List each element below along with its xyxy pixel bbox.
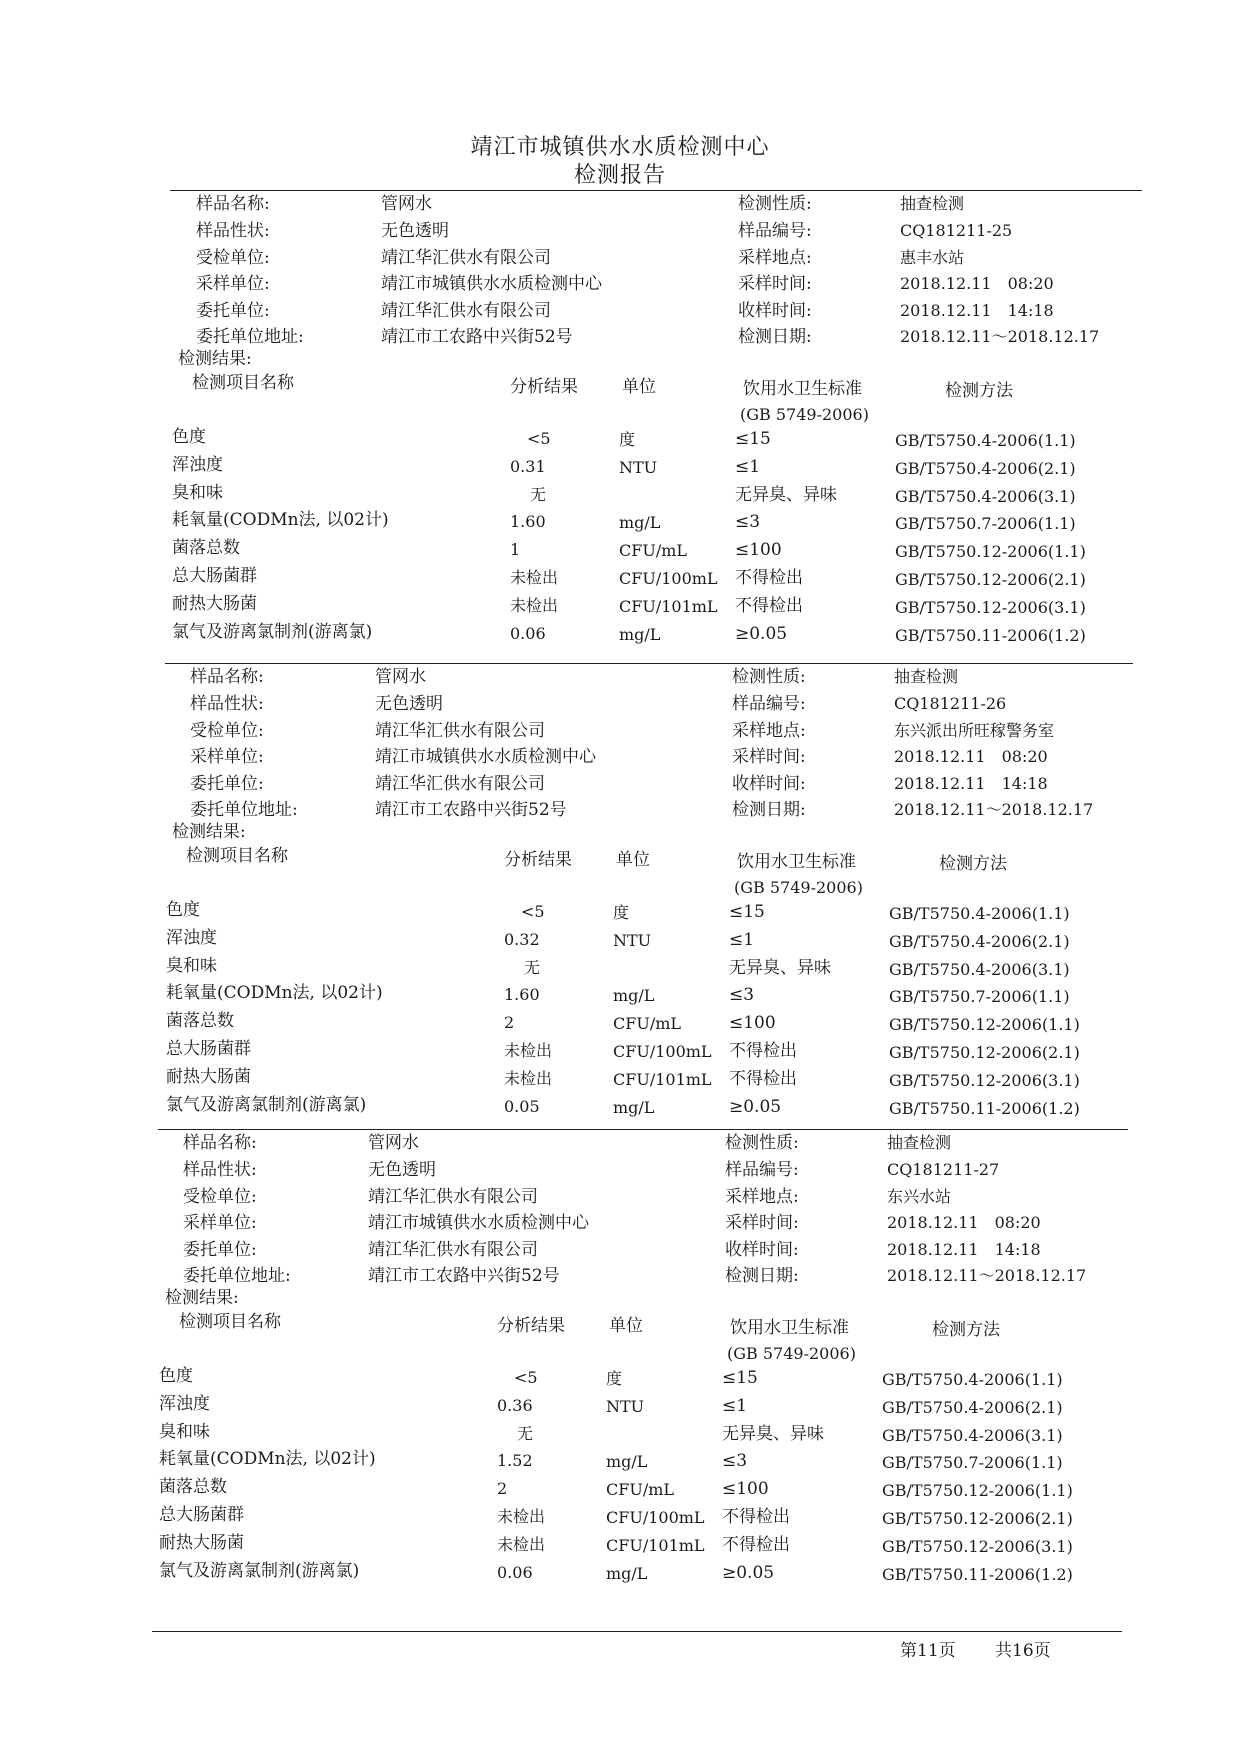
entrusting-address-value: 靖江市工农路中兴街52号 xyxy=(375,800,567,820)
item-result: 0.06 xyxy=(510,623,546,643)
sample-property-label: 样品性状: xyxy=(190,694,264,714)
col-standard-header: 饮用水卫生标准 xyxy=(737,852,856,872)
item-standard: 不得检出 xyxy=(722,1507,790,1527)
sample-section-3 xyxy=(157,1131,1240,1601)
sample-no-value: CQ181211-26 xyxy=(894,694,1007,713)
item-result: 0.06 xyxy=(497,1562,533,1582)
results-heading: 检测结果: xyxy=(178,349,252,369)
test-date-value: 2018.12.11～2018.12.17 xyxy=(887,1266,1087,1285)
test-date-label: 检测日期: xyxy=(725,1266,799,1286)
entrusting-address-value: 靖江市工农路中兴街52号 xyxy=(368,1266,560,1286)
col-item-header: 检测项目名称 xyxy=(192,373,294,393)
item-unit: CFU/mL xyxy=(613,1014,682,1034)
col-method-header: 检测方法 xyxy=(945,381,1013,401)
table-row xyxy=(170,483,1170,507)
test-nature-value: 抽查检测 xyxy=(894,667,959,686)
table-row xyxy=(170,622,1170,646)
table-row xyxy=(164,900,1164,924)
item-method: GB/T5750.4-2006(2.1) xyxy=(889,931,1070,951)
entrusting-address-value: 靖江市工农路中兴街52号 xyxy=(381,327,573,347)
item-name: 浑浊度 xyxy=(159,1393,210,1414)
entrusting-address-label: 委托单位地址: xyxy=(190,800,298,820)
test-nature-label: 检测性质: xyxy=(738,194,812,214)
sample-no-value: CQ181211-27 xyxy=(887,1160,1000,1179)
item-result: 0.36 xyxy=(497,1395,533,1415)
item-name: 耗氧量(CODMn法, 以02计) xyxy=(166,983,383,1004)
sample-property-label: 样品性状: xyxy=(196,221,270,241)
col-unit-header: 单位 xyxy=(622,377,656,397)
item-standard: 不得检出 xyxy=(729,1041,797,1061)
page-total: 共16页 xyxy=(995,1641,1051,1661)
item-name: 氯气及游离氯制剂(游离氯) xyxy=(166,1094,367,1115)
entrusting-unit-label: 委托单位: xyxy=(183,1240,257,1260)
item-unit: mg/L xyxy=(613,1097,655,1117)
item-unit: NTU xyxy=(619,457,658,477)
col-result-header: 分析结果 xyxy=(497,1316,565,1336)
receiving-time-value: 2018.12.11 14:18 xyxy=(894,774,1048,793)
sampling-unit-label: 采样单位: xyxy=(190,747,264,767)
page-number: 第11页 xyxy=(900,1641,956,1661)
table-row xyxy=(164,1067,1164,1091)
item-name: 总大肠菌群 xyxy=(159,1505,244,1525)
sampling-unit-label: 采样单位: xyxy=(183,1213,257,1233)
item-standard: ≤3 xyxy=(729,985,755,1006)
sample-no-label: 样品编号: xyxy=(725,1160,799,1180)
item-name: 耐热大肠菌 xyxy=(159,1532,244,1553)
sampling-time-label: 采样时间: xyxy=(732,747,806,767)
col-standard-code: (GB 5749-2006) xyxy=(734,878,863,897)
entrusting-unit-label: 委托单位: xyxy=(190,774,264,794)
receiving-time-label: 收样时间: xyxy=(732,774,806,794)
sampling-site-label: 采样地点: xyxy=(732,721,806,741)
table-row xyxy=(170,594,1170,618)
item-name: 臭和味 xyxy=(166,955,217,976)
test-nature-value: 抽查检测 xyxy=(887,1133,952,1152)
table-row xyxy=(164,928,1164,952)
item-unit: CFU/mL xyxy=(606,1480,675,1500)
item-method: GB/T5750.12-2006(3.1) xyxy=(882,1536,1073,1556)
item-unit: mg/L xyxy=(606,1563,648,1583)
item-unit: NTU xyxy=(606,1396,645,1416)
item-result: 无 xyxy=(524,957,541,977)
inspected-unit-label: 受检单位: xyxy=(190,721,264,741)
item-unit: mg/L xyxy=(613,986,655,1006)
item-method: GB/T5750.12-2006(2.1) xyxy=(882,1509,1073,1528)
item-name: 耐热大肠菌 xyxy=(172,593,257,614)
item-standard: ≤1 xyxy=(735,456,761,477)
item-unit: CFU/100mL xyxy=(613,1042,712,1061)
item-standard: ≤1 xyxy=(722,1395,748,1416)
item-standard: 不得检出 xyxy=(735,568,803,588)
col-standard-header: 饮用水卫生标准 xyxy=(730,1318,849,1338)
item-result: 未检出 xyxy=(504,1041,553,1060)
sampling-unit-value: 靖江市城镇供水水质检测中心 xyxy=(368,1213,589,1233)
item-standard: 不得检出 xyxy=(729,1068,797,1089)
table-row xyxy=(164,1011,1164,1035)
item-result: 1.52 xyxy=(497,1451,533,1471)
item-method: GB/T5750.4-2006(1.1) xyxy=(895,431,1076,450)
item-method: GB/T5750.12-2006(1.1) xyxy=(895,542,1086,562)
item-result: <5 xyxy=(514,1368,538,1387)
sampling-time-label: 采样时间: xyxy=(738,274,812,294)
inspected-unit-value: 靖江华汇供水有限公司 xyxy=(375,721,545,741)
entrusting-unit-label: 委托单位: xyxy=(196,301,270,321)
sampling-time-value: 2018.12.11 08:20 xyxy=(887,1213,1041,1232)
item-unit: NTU xyxy=(613,930,652,950)
col-result-header: 分析结果 xyxy=(504,850,572,870)
sample-section-2 xyxy=(164,665,1240,1135)
sampling-time-value: 2018.12.11 08:20 xyxy=(894,747,1048,766)
item-result: 无 xyxy=(530,484,547,504)
item-unit: CFU/100mL xyxy=(606,1508,705,1527)
sample-name-label: 样品名称: xyxy=(196,194,270,214)
table-row xyxy=(170,538,1170,562)
test-date-label: 检测日期: xyxy=(732,800,806,820)
item-method: GB/T5750.11-2006(1.2) xyxy=(882,1564,1073,1584)
sample-no-label: 样品编号: xyxy=(732,694,806,714)
table-row xyxy=(157,1561,1157,1585)
item-name: 浑浊度 xyxy=(166,927,217,948)
item-unit: CFU/101mL xyxy=(619,596,718,616)
item-method: GB/T5750.4-2006(2.1) xyxy=(882,1397,1063,1417)
sampling-site-value: 东兴水站 xyxy=(887,1187,952,1206)
item-result: <5 xyxy=(521,902,545,921)
item-standard: 不得检出 xyxy=(735,595,803,616)
sampling-site-label: 采样地点: xyxy=(738,248,812,268)
item-method: GB/T5750.7-2006(1.1) xyxy=(895,514,1076,534)
item-unit: CFU/mL xyxy=(619,541,688,561)
sample-name-label: 样品名称: xyxy=(183,1133,257,1153)
inspected-unit-label: 受检单位: xyxy=(183,1187,257,1207)
receiving-time-label: 收样时间: xyxy=(738,301,812,321)
table-row xyxy=(157,1477,1157,1501)
item-standard: ≤1 xyxy=(729,929,755,950)
item-standard: ≤15 xyxy=(729,902,765,922)
table-row xyxy=(157,1505,1157,1529)
test-date-value: 2018.12.11～2018.12.17 xyxy=(900,327,1100,346)
receiving-time-label: 收样时间: xyxy=(725,1240,799,1260)
item-result: 2 xyxy=(497,1479,508,1499)
col-method-header: 检测方法 xyxy=(932,1320,1000,1340)
item-unit: mg/L xyxy=(619,624,661,644)
item-method: GB/T5750.4-2006(3.1) xyxy=(889,959,1070,979)
entrusting-unit-value: 靖江华汇供水有限公司 xyxy=(381,301,551,321)
item-method: GB/T5750.7-2006(1.1) xyxy=(889,987,1070,1007)
entrusting-unit-value: 靖江华汇供水有限公司 xyxy=(368,1240,538,1260)
item-unit: mg/L xyxy=(619,513,661,533)
item-name: 总大肠菌群 xyxy=(172,566,257,586)
table-row xyxy=(157,1449,1157,1473)
section-divider xyxy=(165,663,1133,664)
col-item-header: 检测项目名称 xyxy=(186,846,288,866)
item-unit: 度 xyxy=(606,1369,623,1388)
item-standard: ≥0.05 xyxy=(722,1562,775,1583)
col-standard-code: (GB 5749-2006) xyxy=(740,405,869,424)
table-row xyxy=(157,1533,1157,1557)
item-method: GB/T5750.11-2006(1.2) xyxy=(895,625,1086,645)
sampling-unit-label: 采样单位: xyxy=(196,274,270,294)
test-nature-value: 抽查检测 xyxy=(900,194,965,213)
item-unit: CFU/101mL xyxy=(606,1535,705,1555)
inspected-unit-label: 受检单位: xyxy=(196,248,270,268)
item-standard: ≥0.05 xyxy=(735,623,788,644)
table-row xyxy=(164,983,1164,1007)
report-title: 靖江市城镇供水水质检测中心 xyxy=(470,135,770,160)
item-method: GB/T5750.4-2006(2.1) xyxy=(895,458,1076,478)
sampling-site-value: 东兴派出所旺稼警务室 xyxy=(894,721,1055,740)
sampling-site-label: 采样地点: xyxy=(725,1187,799,1207)
table-row xyxy=(170,427,1170,451)
item-result: 未检出 xyxy=(510,595,559,615)
item-method: GB/T5750.12-2006(3.1) xyxy=(895,597,1086,617)
item-result: 未检出 xyxy=(497,1534,546,1554)
sampling-site-value: 惠丰水站 xyxy=(900,248,965,267)
item-name: 总大肠菌群 xyxy=(166,1039,251,1059)
table-row xyxy=(170,566,1170,590)
item-result: 0.31 xyxy=(510,456,546,476)
item-result: 1 xyxy=(510,540,521,560)
receiving-time-value: 2018.12.11 14:18 xyxy=(900,301,1054,320)
item-name: 浑浊度 xyxy=(172,454,223,475)
item-standard: 无异臭、异味 xyxy=(729,957,831,978)
item-standard: ≤3 xyxy=(735,512,761,533)
sampling-unit-value: 靖江市城镇供水水质检测中心 xyxy=(381,274,602,294)
sample-property-value: 无色透明 xyxy=(381,221,449,241)
sampling-time-value: 2018.12.11 08:20 xyxy=(900,274,1054,293)
item-method: GB/T5750.11-2006(1.2) xyxy=(889,1098,1080,1118)
item-standard: 无异臭、异味 xyxy=(735,484,837,505)
sampling-unit-value: 靖江市城镇供水水质检测中心 xyxy=(375,747,596,767)
item-standard: ≤15 xyxy=(735,429,771,449)
inspected-unit-value: 靖江华汇供水有限公司 xyxy=(368,1187,538,1207)
table-row xyxy=(164,1095,1164,1119)
sample-property-value: 无色透明 xyxy=(375,694,443,714)
table-row xyxy=(157,1366,1157,1390)
table-row xyxy=(164,956,1164,980)
item-method: GB/T5750.4-2006(3.1) xyxy=(895,486,1076,506)
item-standard: 不得检出 xyxy=(722,1534,790,1555)
section-divider xyxy=(170,190,1142,191)
sample-section-1 xyxy=(170,192,1240,662)
test-date-value: 2018.12.11～2018.12.17 xyxy=(894,800,1094,819)
col-item-header: 检测项目名称 xyxy=(179,1312,281,1332)
entrusting-address-label: 委托单位地址: xyxy=(196,327,304,347)
item-method: GB/T5750.12-2006(1.1) xyxy=(882,1481,1073,1501)
table-row xyxy=(170,455,1170,479)
test-nature-label: 检测性质: xyxy=(725,1133,799,1153)
item-result: 无 xyxy=(517,1423,534,1443)
item-standard: ≤15 xyxy=(722,1368,758,1388)
table-row xyxy=(157,1422,1157,1446)
item-result: 未检出 xyxy=(504,1068,553,1088)
item-name: 菌落总数 xyxy=(166,1011,234,1032)
item-method: GB/T5750.7-2006(1.1) xyxy=(882,1453,1063,1473)
item-result: 2 xyxy=(504,1013,515,1033)
item-unit: CFU/100mL xyxy=(619,569,718,588)
item-result: 0.05 xyxy=(504,1096,540,1116)
item-unit: mg/L xyxy=(606,1452,648,1472)
col-method-header: 检测方法 xyxy=(939,854,1007,874)
item-result: 0.32 xyxy=(504,929,540,949)
item-name: 氯气及游离氯制剂(游离氯) xyxy=(159,1560,360,1581)
item-name: 菌落总数 xyxy=(172,538,240,559)
item-name: 耗氧量(CODMn法, 以02计) xyxy=(159,1449,376,1470)
item-name: 菌落总数 xyxy=(159,1477,227,1498)
item-name: 氯气及游离氯制剂(游离氯) xyxy=(172,621,373,642)
item-result: 未检出 xyxy=(497,1507,546,1526)
receiving-time-value: 2018.12.11 14:18 xyxy=(887,1240,1041,1259)
table-row xyxy=(170,510,1170,534)
test-nature-label: 检测性质: xyxy=(732,667,806,687)
bottom-rule xyxy=(152,1631,1122,1632)
inspected-unit-value: 靖江华汇供水有限公司 xyxy=(381,248,551,268)
item-method: GB/T5750.12-2006(2.1) xyxy=(895,570,1086,589)
sample-property-label: 样品性状: xyxy=(183,1160,257,1180)
item-name: 色度 xyxy=(172,427,206,447)
table-row xyxy=(164,1039,1164,1063)
sample-name-value: 管网水 xyxy=(381,194,432,214)
report-subtitle: 检测报告 xyxy=(573,163,666,188)
item-result: 1.60 xyxy=(510,512,546,532)
item-method: GB/T5750.12-2006(1.1) xyxy=(889,1015,1080,1035)
item-name: 耗氧量(CODMn法, 以02计) xyxy=(172,510,389,531)
entrusting-address-label: 委托单位地址: xyxy=(183,1266,291,1286)
item-result: 1.60 xyxy=(504,985,540,1005)
item-standard: ≤100 xyxy=(722,1479,769,1500)
results-heading: 检测结果: xyxy=(172,822,246,842)
sample-no-label: 样品编号: xyxy=(738,221,812,241)
item-standard: ≥0.05 xyxy=(729,1096,782,1117)
item-result: <5 xyxy=(527,429,551,448)
item-method: GB/T5750.4-2006(3.1) xyxy=(882,1425,1063,1445)
item-result: 未检出 xyxy=(510,568,559,587)
entrusting-unit-value: 靖江华汇供水有限公司 xyxy=(375,774,545,794)
item-unit: 度 xyxy=(619,430,636,449)
col-standard-header: 饮用水卫生标准 xyxy=(743,379,862,399)
col-unit-header: 单位 xyxy=(616,850,650,870)
item-unit: 度 xyxy=(613,903,630,922)
table-row xyxy=(157,1394,1157,1418)
sample-name-value: 管网水 xyxy=(368,1133,419,1153)
item-standard: ≤100 xyxy=(729,1013,776,1034)
item-name: 耐热大肠菌 xyxy=(166,1066,251,1087)
col-unit-header: 单位 xyxy=(609,1316,643,1336)
item-name: 臭和味 xyxy=(159,1421,210,1442)
item-standard: ≤100 xyxy=(735,540,782,561)
item-name: 臭和味 xyxy=(172,482,223,503)
item-standard: ≤3 xyxy=(722,1451,748,1472)
col-result-header: 分析结果 xyxy=(510,377,578,397)
col-standard-code: (GB 5749-2006) xyxy=(727,1344,856,1363)
test-date-label: 检测日期: xyxy=(738,327,812,347)
sampling-time-label: 采样时间: xyxy=(725,1213,799,1233)
sample-name-label: 样品名称: xyxy=(190,667,264,687)
sample-no-value: CQ181211-25 xyxy=(900,221,1013,240)
item-method: GB/T5750.12-2006(2.1) xyxy=(889,1043,1080,1062)
results-heading: 检测结果: xyxy=(165,1288,239,1308)
sample-property-value: 无色透明 xyxy=(368,1160,436,1180)
item-method: GB/T5750.4-2006(1.1) xyxy=(882,1370,1063,1389)
item-standard: 无异臭、异味 xyxy=(722,1423,824,1444)
item-name: 色度 xyxy=(166,900,200,920)
sample-name-value: 管网水 xyxy=(375,667,426,687)
item-method: GB/T5750.4-2006(1.1) xyxy=(889,904,1070,923)
item-unit: CFU/101mL xyxy=(613,1069,712,1089)
item-name: 色度 xyxy=(159,1366,193,1386)
item-method: GB/T5750.12-2006(3.1) xyxy=(889,1070,1080,1090)
